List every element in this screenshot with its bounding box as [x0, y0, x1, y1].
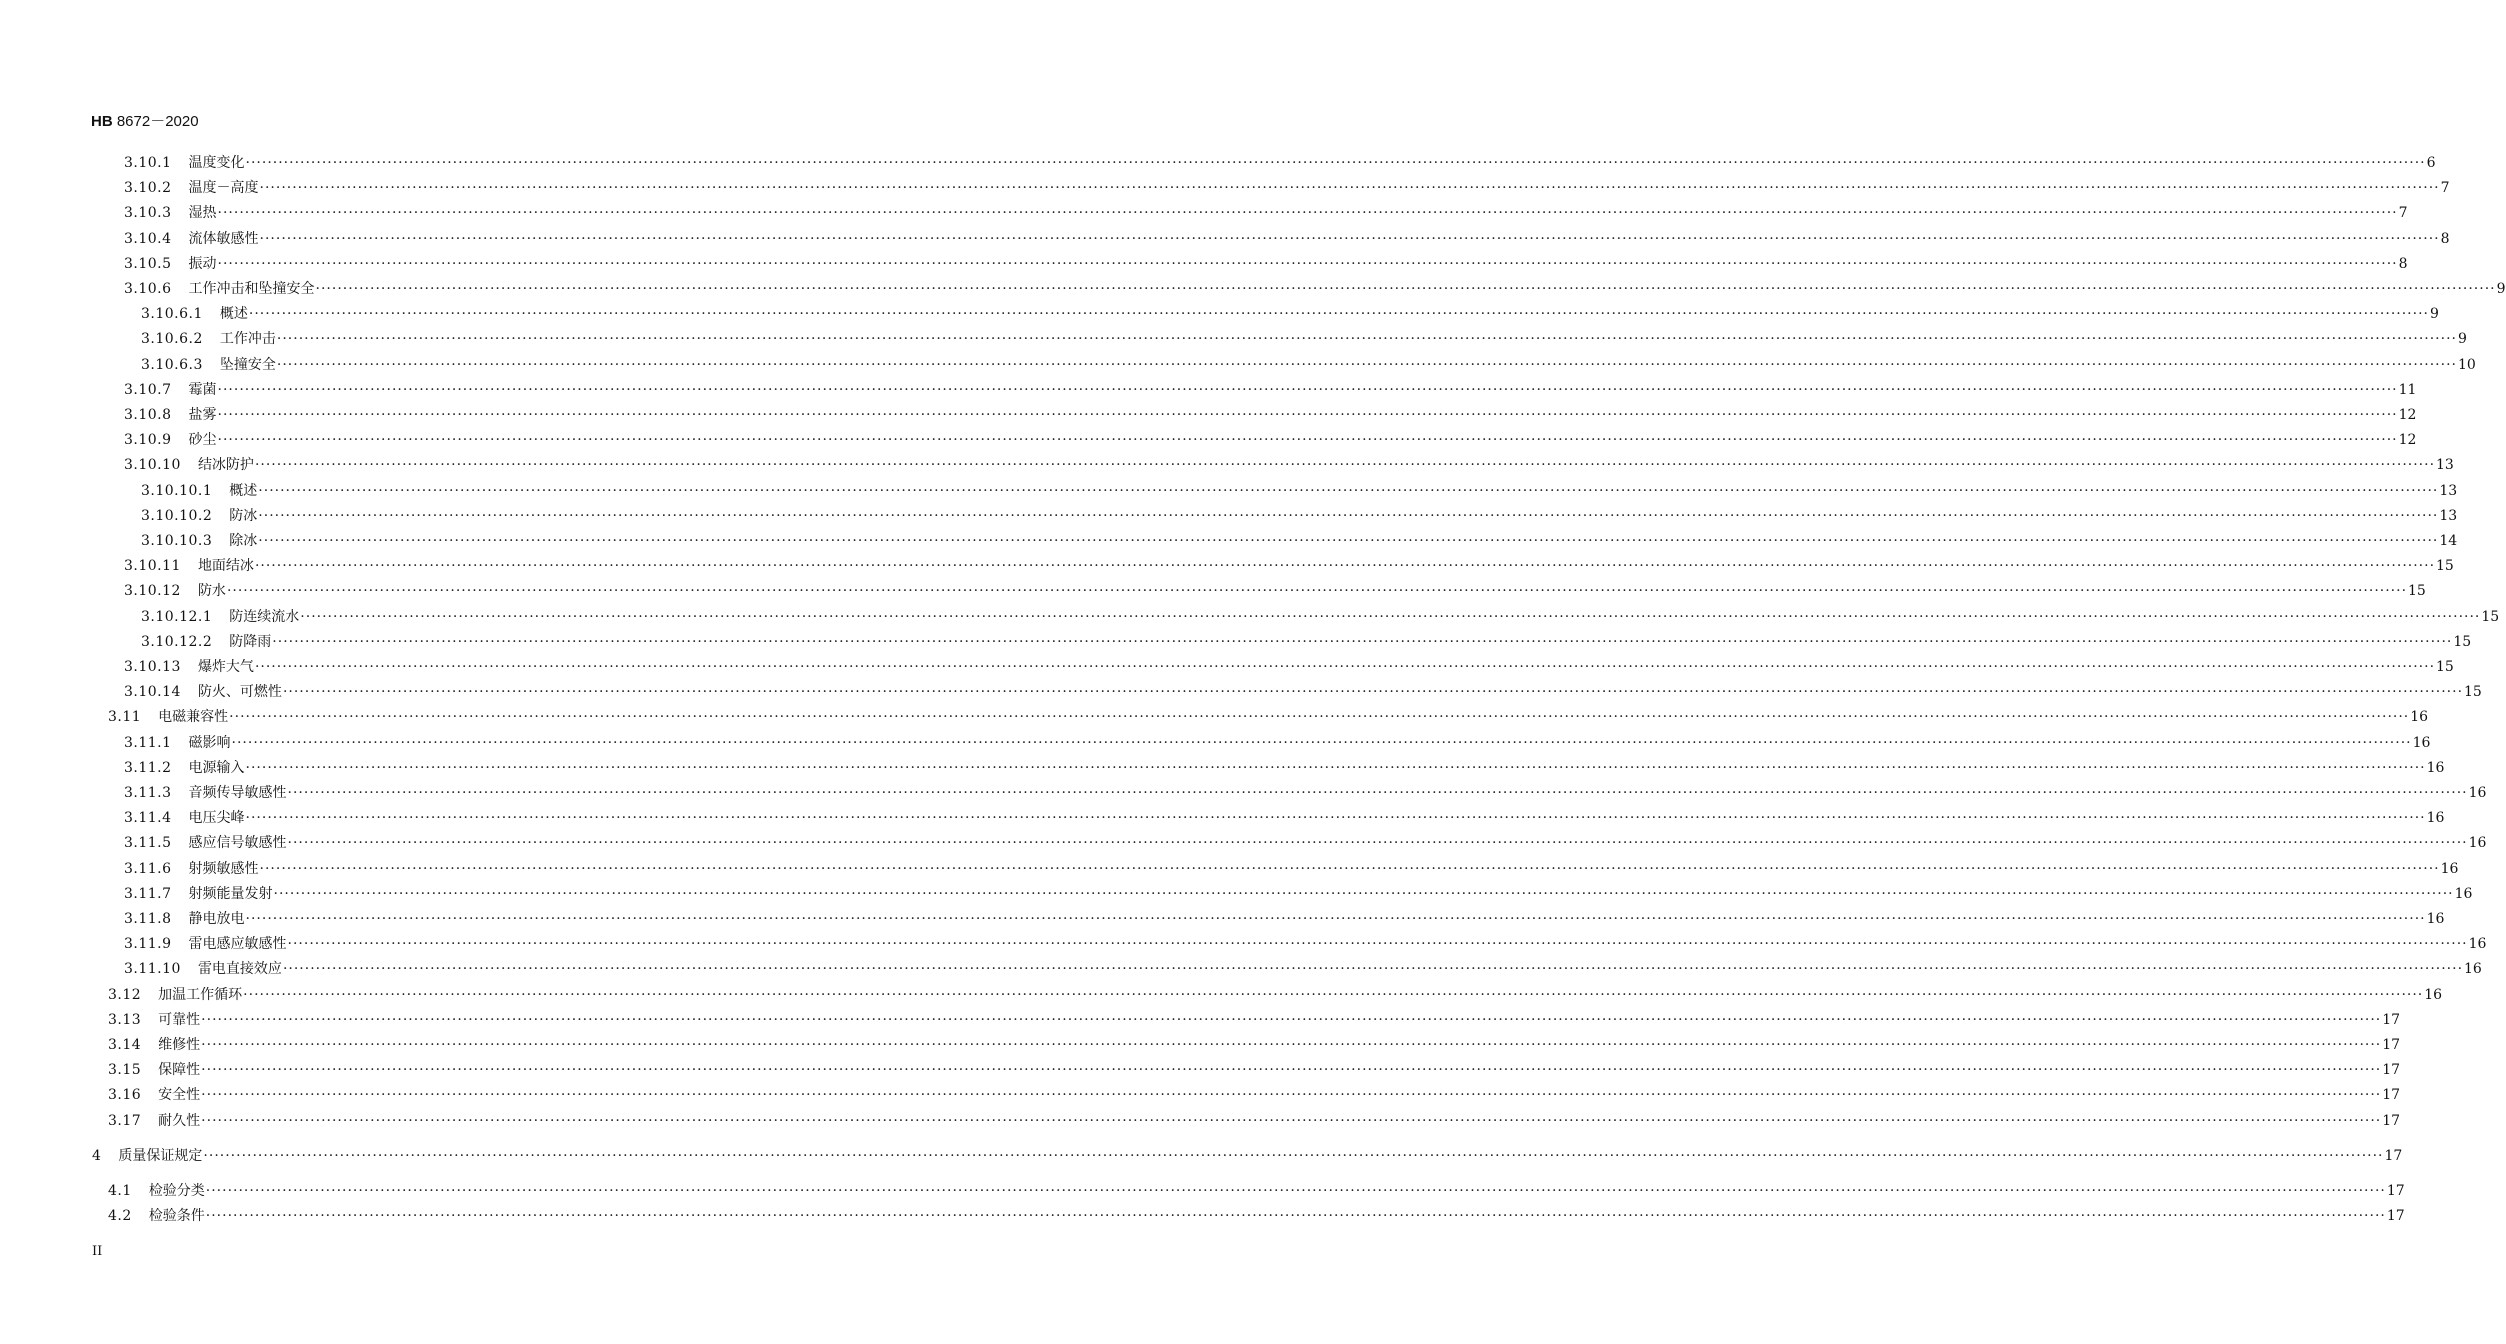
toc-entry-title: 防水 — [197, 583, 226, 600]
toc-entry-title: 电压尖峰 — [188, 810, 245, 827]
toc-entry-title: 耐久性 — [158, 1112, 201, 1129]
toc-entry-title: 可靠性 — [158, 1011, 201, 1028]
toc-entry-number: 3.10.12.2 — [141, 633, 213, 650]
toc-entry-title: 保障性 — [158, 1062, 201, 1079]
toc-entry-title: 电磁兼容性 — [158, 709, 229, 726]
toc-entry-number: 3.17 — [108, 1112, 142, 1129]
toc-entry[interactable] — [124, 152, 2436, 174]
toc-entry[interactable] — [141, 606, 2500, 628]
toc-entry[interactable] — [108, 1084, 2401, 1106]
toc-leader-dots: ················································································································································································································································································································································································································ — [287, 785, 2468, 801]
toc-entry-page: 16 — [2440, 860, 2459, 877]
toc-entry[interactable] — [141, 505, 2458, 527]
toc-leader-dots: ················································································································································································································································································································································································································ — [205, 1183, 2386, 1199]
toc-entry-number: 3.11.2 — [124, 759, 172, 776]
toc-leader-dots: ················································································································································································································································································································································································································ — [287, 936, 2468, 953]
toc-entry-title: 静电放电 — [188, 911, 245, 927]
toc-entry-title: 工作冲击 — [219, 331, 276, 348]
toc-entry-title: 振动 — [188, 255, 217, 272]
toc-leader-dots: ················································································································································································································································································································································································································ — [217, 205, 2398, 222]
toc-entry[interactable] — [108, 1205, 2405, 1227]
toc-entry[interactable] — [124, 202, 2408, 224]
toc-entry-number: 4.2 — [108, 1208, 132, 1225]
toc-leader-dots: ················································································································································································································································································································································································································ — [248, 306, 2429, 323]
toc-leader-dots: ················································································································································································································································································································································································································ — [245, 155, 2426, 171]
toc-leader-dots: ················································································································································································································································································································································································································ — [259, 180, 2440, 197]
toc-leader-dots: ················································································································································································································································································································································································································ — [254, 457, 2436, 474]
toc-entry-page: 8 — [2440, 230, 2450, 247]
toc-leader-dots: ················································································································································································································································································································································································································ — [201, 1062, 2382, 1079]
toc-entry-number: 3.11.4 — [124, 810, 172, 827]
toc-entry-title: 流体敏感性 — [188, 230, 259, 247]
toc-entry-title: 结冰防护 — [197, 457, 254, 474]
toc-entry-page: 14 — [2439, 533, 2458, 549]
toc-entry-title: 概述 — [229, 482, 258, 499]
toc-entry-page: 10 — [2457, 356, 2476, 373]
toc-entry-page: 15 — [2453, 633, 2472, 650]
toc-leader-dots: ················································································································································································································································································································································································································ — [205, 1208, 2386, 1225]
toc-leader-dots: ················································································································································································································································································································································································································ — [245, 810, 2426, 827]
toc-leader-dots: ················································································································································································································································································································································································································ — [226, 583, 2408, 600]
toc-leader-dots: ················································································································································································································································································································································································································ — [245, 911, 2426, 927]
toc-entry[interactable] — [108, 1110, 2401, 1132]
toc-entry-number: 3.11.1 — [124, 734, 172, 751]
toc-entry-title: 砂尘 — [188, 432, 217, 449]
toc-entry[interactable] — [124, 883, 2473, 905]
toc-leader-dots: ················································································································································································································································································································································································································ — [287, 835, 2468, 852]
toc-leader-dots: ················································································································································································································································································································································································································ — [282, 684, 2464, 701]
toc-entry-number: 4 — [92, 1147, 102, 1164]
toc-entry-page: 17 — [2386, 1208, 2405, 1225]
toc-entry-page: 13 — [2439, 482, 2458, 499]
toc-entry[interactable] — [124, 278, 2506, 300]
toc-entry-title: 射频敏感性 — [188, 860, 259, 877]
toc-leader-dots: ················································································································································································································································································································································································································ — [245, 759, 2426, 776]
toc-entry-number: 3.10.10.3 — [141, 533, 213, 549]
toc-entry[interactable] — [108, 706, 2429, 728]
toc-entry-title: 安全性 — [158, 1087, 201, 1104]
toc-entry-page: 16 — [2426, 810, 2445, 827]
toc-entry[interactable] — [124, 555, 2454, 577]
toc-entry-title: 爆炸大气 — [197, 659, 254, 675]
toc-entry[interactable] — [124, 832, 2487, 854]
toc-entry-title: 音频传导敏感性 — [188, 785, 287, 801]
toc-entry-page: 15 — [2481, 608, 2500, 625]
toc-entry-number: 3.10.3 — [124, 205, 172, 222]
toc-entry[interactable] — [124, 908, 2445, 930]
toc-entry-number: 3.10.12.1 — [141, 608, 213, 625]
toc-entry-number: 4.1 — [108, 1183, 132, 1199]
toc-entry-page: 16 — [2412, 734, 2431, 751]
toc-entry-number: 3.10.8 — [124, 407, 172, 423]
toc-entry-page: 9 — [2496, 281, 2506, 297]
toc-entry-page: 16 — [2426, 759, 2445, 776]
standard-number: 8672－2020 — [116, 113, 199, 130]
toc-entry[interactable] — [124, 656, 2454, 678]
toc-entry[interactable] — [108, 1059, 2401, 1081]
toc-entry-title: 质量保证规定 — [118, 1147, 203, 1164]
toc-entry-number: 3.10.4 — [124, 230, 172, 247]
toc-entry-number: 3.10.10.2 — [141, 507, 213, 524]
toc-entry-page: 13 — [2439, 507, 2458, 524]
standard-prefix: HB — [91, 113, 113, 130]
toc-entry[interactable] — [141, 328, 2467, 350]
toc-entry-number: 3.11.3 — [124, 785, 172, 801]
toc-entry[interactable] — [124, 807, 2445, 829]
toc-entry-page: 17 — [2386, 1183, 2405, 1199]
toc-entry[interactable] — [108, 1180, 2405, 1202]
toc-leader-dots: ················································································································································································································································································································································································································ — [201, 1037, 2382, 1053]
toc-entry-number: 3.10.7 — [124, 381, 172, 398]
toc-entry-number: 3.10.2 — [124, 180, 172, 197]
toc-entry[interactable] — [124, 228, 2450, 250]
toc-leader-dots: ················································································································································································································································································································································································································ — [258, 507, 2439, 524]
toc-entry-page: 16 — [2424, 986, 2443, 1003]
toc-entry[interactable] — [124, 732, 2431, 754]
toc-entry[interactable] — [124, 253, 2408, 275]
toc-entry-title: 温度变化 — [188, 155, 245, 171]
toc-leader-dots: ················································································································································································································································································································································································································ — [201, 1087, 2382, 1104]
toc-entry-page: 15 — [2436, 659, 2454, 675]
toc-entry-title: 防连续流水 — [229, 608, 300, 625]
toc-leader-dots: ················································································································································································································································································································································································································ — [201, 1011, 2382, 1028]
toc-entry-page: 16 — [2454, 885, 2473, 902]
toc-entry-number: 3.10.10.1 — [141, 482, 213, 499]
toc-entry-number: 3.11.9 — [124, 936, 172, 953]
toc-entry[interactable] — [124, 429, 2417, 451]
toc-entry-page: 12 — [2398, 407, 2417, 423]
toc-entry-number: 3.10.6.3 — [141, 356, 203, 373]
page-number: II — [92, 1244, 103, 1259]
toc-entry-page: 16 — [2468, 835, 2487, 852]
toc-entry[interactable] — [141, 530, 2458, 552]
toc-entry-title: 坠撞安全 — [219, 356, 276, 373]
toc-entry-page: 7 — [2440, 180, 2450, 197]
toc-entry-page: 7 — [2398, 205, 2408, 222]
toc-entry-number: 3.11 — [108, 709, 142, 726]
toc-leader-dots: ················································································································································································································································································································································································································ — [203, 1147, 2384, 1164]
toc-leader-dots: ················································································································································································································································································································································································································ — [282, 961, 2464, 978]
toc-entry-title: 地面结冰 — [197, 558, 254, 575]
toc-entry-number: 3.11.6 — [124, 860, 172, 877]
toc-leader-dots: ················································································································································································································································································································································································································ — [276, 356, 2457, 373]
toc-entry[interactable] — [141, 480, 2458, 502]
toc-entry-title: 湿热 — [188, 205, 217, 222]
toc-entry-page: 16 — [2426, 911, 2445, 927]
toc-entry-number: 3.10.11 — [124, 558, 181, 575]
toc-entry-number: 3.10.6.1 — [141, 306, 203, 323]
toc-entry-page: 17 — [2382, 1112, 2401, 1129]
toc-leader-dots: ················································································································································································································································································································································································································ — [254, 558, 2436, 575]
toc-entry-page: 6 — [2426, 155, 2436, 171]
toc-entry-number: 3.10.6.2 — [141, 331, 203, 348]
toc-entry[interactable] — [124, 958, 2482, 980]
toc-entry-title: 温度－高度 — [188, 180, 259, 197]
toc-entry-page: 9 — [2429, 306, 2439, 323]
toc-entry-number: 3.14 — [108, 1037, 142, 1053]
toc-leader-dots: ················································································································································································································································································································································································································ — [217, 432, 2398, 449]
toc-entry-title: 感应信号敏感性 — [188, 835, 287, 852]
toc-entry-title: 检验条件 — [148, 1208, 205, 1225]
toc-entry-title: 防冰 — [229, 507, 258, 524]
toc-entry-title: 雷电感应敏感性 — [188, 936, 287, 953]
toc-leader-dots: ················································································································································································································································································································································································································ — [258, 482, 2439, 499]
toc-entry-page: 17 — [2384, 1147, 2403, 1164]
toc-entry-number: 3.10.5 — [124, 255, 172, 272]
toc-leader-dots: ················································································································································································································································································································································································································ — [217, 255, 2398, 272]
toc-entry[interactable] — [124, 757, 2445, 779]
toc-entry[interactable] — [124, 454, 2454, 476]
toc-entry-title: 磁影响 — [188, 734, 231, 751]
toc-entry-number: 3.11.5 — [124, 835, 172, 852]
toc-entry[interactable] — [124, 933, 2487, 955]
toc-entry[interactable] — [92, 1145, 2403, 1167]
toc-entry-number: 3.15 — [108, 1062, 142, 1079]
toc-entry-page: 13 — [2436, 457, 2454, 474]
toc-entry-page: 12 — [2398, 432, 2417, 449]
toc-entry-number: 3.11.7 — [124, 885, 172, 902]
toc-entry-page: 17 — [2382, 1037, 2401, 1053]
toc-leader-dots: ················································································································································································································································································································································································································ — [254, 659, 2436, 675]
toc-leader-dots: ················································································································································································································································································································································································································ — [231, 734, 2412, 751]
toc-entry-number: 3.12 — [108, 986, 142, 1003]
toc-entry-title: 维修性 — [158, 1037, 201, 1053]
toc-entry-title: 除冰 — [229, 533, 258, 549]
toc-entry-number: 3.13 — [108, 1011, 142, 1028]
toc-entry-title: 防降雨 — [229, 633, 272, 650]
toc-entry[interactable] — [108, 1009, 2401, 1031]
toc-entry-page: 15 — [2464, 684, 2482, 701]
toc-entry-page: 17 — [2382, 1087, 2401, 1104]
toc-entry-page: 16 — [2464, 961, 2482, 978]
toc-entry-title: 霉菌 — [188, 381, 217, 398]
toc-leader-dots: ················································································································································································································································································································································································································ — [217, 407, 2398, 423]
toc-entry-number: 3.10.10 — [124, 457, 181, 474]
toc-entry[interactable] — [124, 177, 2450, 199]
toc-leader-dots: ················································································································································································································································································································································································································ — [300, 608, 2481, 625]
toc-entry-title: 电源输入 — [188, 759, 245, 776]
toc-leader-dots: ················································································································································································································································································································································································································ — [258, 533, 2439, 549]
toc-leader-dots: ················································································································································································································································································································································································································ — [276, 331, 2457, 348]
toc-leader-dots: ················································································································································································································································································································································································································ — [272, 633, 2453, 650]
toc-entry-number: 3.10.6 — [124, 281, 172, 297]
toc-entry-number: 3.11.8 — [124, 911, 172, 927]
toc-entry[interactable] — [124, 404, 2417, 426]
toc-entry-page: 16 — [2410, 709, 2429, 726]
toc-entry-page: 11 — [2398, 381, 2417, 398]
toc-entry-title: 防火、可燃性 — [197, 684, 282, 701]
toc-entry-page: 17 — [2382, 1062, 2401, 1079]
toc-leader-dots: ················································································································································································································································································································································································································ — [201, 1112, 2382, 1129]
toc-entry[interactable] — [124, 858, 2459, 880]
toc-entry[interactable] — [124, 681, 2482, 703]
toc-entry[interactable] — [141, 354, 2476, 376]
toc-entry-page: 8 — [2398, 255, 2408, 272]
toc-entry-number: 3.16 — [108, 1087, 142, 1104]
toc-entry[interactable] — [141, 303, 2439, 325]
toc-entry-number: 3.10.13 — [124, 659, 181, 675]
toc-entry[interactable] — [141, 631, 2472, 653]
toc-entry-page: 15 — [2408, 583, 2426, 600]
toc-entry-number: 3.10.1 — [124, 155, 172, 171]
toc-entry-number: 3.11.10 — [124, 961, 181, 978]
toc-entry[interactable] — [124, 580, 2426, 602]
toc-entry-title: 工作冲击和坠撞安全 — [188, 281, 315, 297]
toc-leader-dots: ················································································································································································································································································································································································································ — [243, 986, 2424, 1003]
toc-entry[interactable] — [108, 1034, 2401, 1056]
toc-entry-title: 雷电直接效应 — [197, 961, 282, 978]
toc-entry-title: 盐雾 — [188, 407, 217, 423]
toc-entry[interactable] — [124, 379, 2417, 401]
toc-entry-number: 3.10.12 — [124, 583, 181, 600]
toc-entry-page: 15 — [2436, 558, 2454, 575]
toc-leader-dots: ················································································································································································································································································································································································································ — [273, 885, 2454, 902]
toc-entry-page: 17 — [2382, 1011, 2401, 1028]
toc-entry[interactable] — [124, 782, 2487, 804]
toc-entry-title: 射频能量发射 — [188, 885, 273, 902]
toc-entry-title: 检验分类 — [148, 1183, 205, 1199]
toc-entry-number: 3.10.9 — [124, 432, 172, 449]
toc-leader-dots: ················································································································································································································································································································································································································ — [259, 860, 2440, 877]
toc-leader-dots: ················································································································································································································································································································································································································ — [259, 230, 2440, 247]
toc-entry-title: 加温工作循环 — [158, 986, 243, 1003]
toc-entry-number: 3.10.14 — [124, 684, 181, 701]
toc-entry-page: 16 — [2468, 785, 2487, 801]
toc-entry-page: 16 — [2468, 936, 2487, 953]
toc-leader-dots: ················································································································································································································································································································································································································ — [229, 709, 2410, 726]
toc-leader-dots: ················································································································································································································································································································································································································ — [217, 381, 2398, 398]
toc-entry-page: 9 — [2457, 331, 2467, 348]
toc-entry[interactable] — [108, 984, 2443, 1006]
toc-entry-title: 概述 — [219, 306, 248, 323]
toc-leader-dots: ················································································································································································································································································································································································································ — [315, 281, 2496, 297]
